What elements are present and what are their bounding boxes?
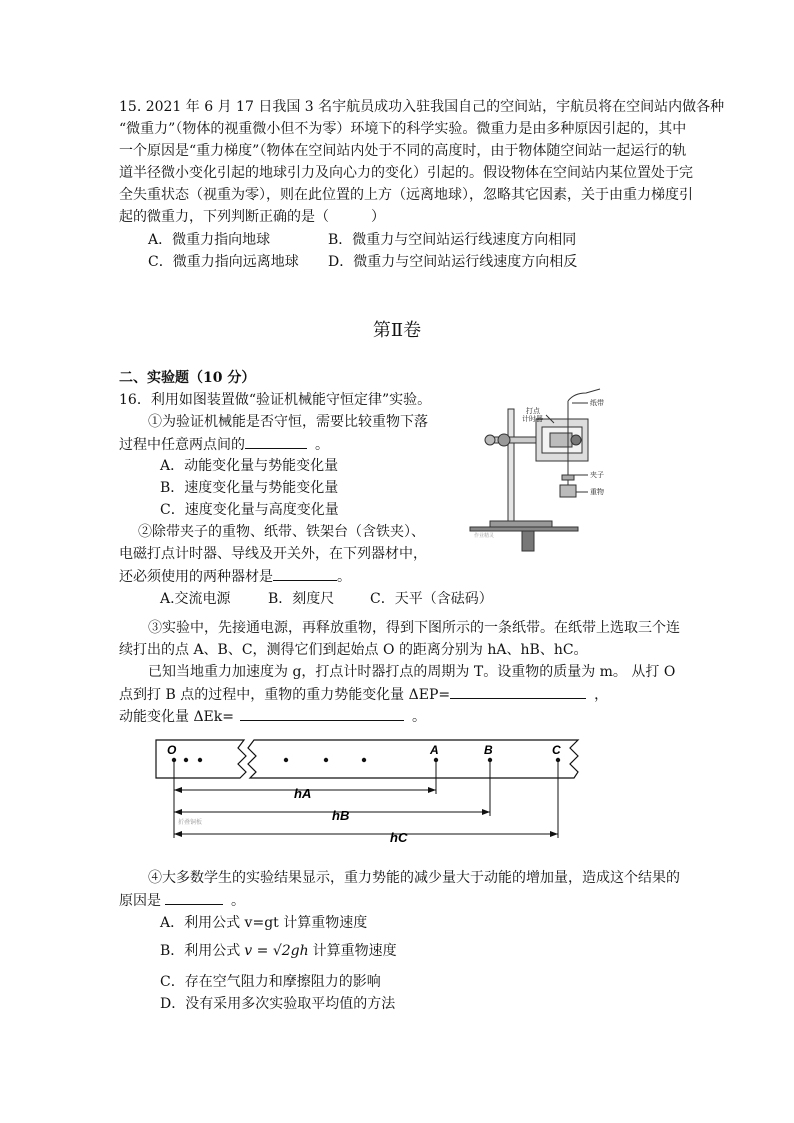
point-b-label: B	[484, 743, 493, 757]
q15-line-4: 道半径微小变化引起的地球引力及向心力的变化）引起的。假设物体在空间站内某位置处于完	[119, 165, 693, 181]
q16-p4-option-d: D．没有采用多次实验取平均值的方法	[160, 996, 396, 1012]
q16-p2-line2: 电磁打点计时器、导线及开关外，在下列器材中，	[119, 546, 427, 562]
q15-line-2: “微重力”（物体的视重微小但不为零）环境下的科学实验。微重力是由多种原因引起的，其中	[119, 121, 687, 137]
q16-p4-option-b	[160, 941, 397, 961]
q15-line-1: 15. 2021 年 6 月 17 日我国 3 名宇航员成功入驻我国自己的空间站，宇航员将在空间站内做各种	[119, 99, 725, 115]
q16-p2-line1: ②除带夹子的重物、纸带、铁架台（含铁夹）、	[138, 524, 425, 540]
apparatus-figure	[460, 375, 626, 553]
ha-label: hA	[294, 786, 312, 801]
label-weight: 重物	[590, 489, 604, 496]
answer-blank-1[interactable]	[245, 434, 307, 449]
q16-p3-line5	[119, 706, 426, 727]
answer-blank-2[interactable]	[273, 566, 337, 581]
q15-option-a: A．微重力指向地球	[148, 232, 271, 248]
q16-p4-line1: ④大多数学生的实验结果显示，重力势能的减少量大于动能的增加量，造成这个结果的	[148, 870, 680, 886]
q16-stem: 16．利用如图装置做“验证机械能守恒定律”实验。	[119, 392, 432, 408]
q16-p3-line5-text: 动能变化量 ΔEk=	[119, 709, 234, 725]
q16-p2-line3-text: 还必须使用的两种器材是	[119, 569, 273, 585]
section2-heading: 二、实验题（10 分）	[119, 370, 256, 386]
label-clip: 夹子	[590, 472, 604, 479]
label-tape: 纸带	[590, 400, 604, 407]
answer-blank-4[interactable]	[240, 706, 404, 721]
q16-p1-option-c: C．速度变化量与高度变化量	[160, 502, 339, 518]
q15-option-c: C．微重力指向远离地球	[148, 254, 299, 270]
section-title: 第Ⅱ卷	[372, 320, 422, 341]
tape-watermark: 折叠铜板	[178, 820, 203, 826]
q15-option-b: B．微重力与空间站运行线速度方向相同	[328, 232, 577, 248]
formula-sqrt: v = √2gh	[244, 943, 309, 959]
q16-p1-line2	[119, 434, 329, 455]
point-c-label: C	[552, 743, 561, 757]
q15-option-d: D．微重力与空间站运行线速度方向相反	[328, 254, 578, 270]
q16-p2-option-b: B．刻度尺	[268, 591, 335, 607]
q16-p1-line2-text: 过程中任意两点间的	[119, 437, 245, 453]
q16-p1-line2-end: 。	[315, 437, 329, 453]
tape-dots	[172, 758, 560, 762]
q16-p4-line2	[119, 890, 245, 911]
q16-p3-line4-end: ，	[594, 687, 609, 703]
q16-p2-line3-end: 。	[337, 569, 351, 585]
q15-line-6: 起的微重力，下列判断正确的是（ ）	[119, 209, 385, 225]
answer-blank-5[interactable]	[165, 890, 223, 905]
q16-p2-option-c: C．天平（含砝码）	[370, 591, 493, 607]
q16-p3-line3: 已知当地重力加速度为 g，打点计时器打点的周期为 T。设重物的质量为 m。 从打 O	[148, 664, 676, 680]
q16-p1-option-b: B．速度变化量与势能变化量	[160, 480, 339, 496]
answer-blank-3[interactable]	[450, 684, 586, 699]
q16-p3-line2: 续打出的点 A、B、C，测得它们到起始点 O 的距离分别为 hA、hB、hC。	[119, 642, 588, 658]
label-timer-1: 打点	[526, 408, 540, 415]
point-a-label: A	[430, 743, 439, 757]
q15-line-5: 全失重状态（视重为零），则在此位置的上方（远离地球），忽略其它因素，关于由重力梯度引	[119, 187, 693, 203]
q16-p2-line3	[119, 566, 351, 587]
q16-p1-option-a: A．动能变化量与势能变化量	[160, 458, 339, 474]
tape-diagram	[150, 734, 590, 848]
tape-strip	[156, 740, 578, 778]
q16-p3-line5-end: 。	[412, 709, 426, 725]
q16-p4-line2-end: 。	[231, 893, 245, 909]
q16-p3-line4-text: 点到打 B 点的过程中，重物的重力势能变化量 ΔEP=	[119, 687, 451, 703]
q16-p3-line4	[119, 684, 608, 705]
q16-p4-line2-text: 原因是	[119, 893, 161, 909]
hb-label: hB	[332, 808, 350, 823]
q16-p4-option-c: C．存在空气阻力和摩擦阻力的影响	[160, 974, 381, 990]
q16-p4-option-b-text: B．利用公式	[160, 943, 241, 959]
q16-p4-option-b-tail: 计算重物速度	[312, 943, 397, 959]
q16-p3-line1: ③实验中，先接通电源，再释放重物，得到下图所示的一条纸带。在纸带上选取三个连	[148, 620, 680, 636]
q16-p4-option-a: A．利用公式 v=gt 计算重物速度	[160, 915, 368, 931]
hc-label: hC	[390, 830, 408, 845]
q16-p2-option-a: A.交流电源	[160, 591, 231, 607]
tape-guides	[174, 760, 558, 838]
label-timer-2: 计时器	[522, 416, 543, 423]
q16-p1-line1: ①为验证机械能是否守恒，需要比较重物下落	[148, 414, 428, 430]
apparatus-watermark: 作业精灵	[474, 533, 495, 539]
q15-line-3: 一个原因是“重力梯度”（物体在空间站内处于不同的高度时，由于物体随空间站一起运行的轨	[119, 143, 687, 159]
point-o-label: O	[167, 743, 177, 757]
